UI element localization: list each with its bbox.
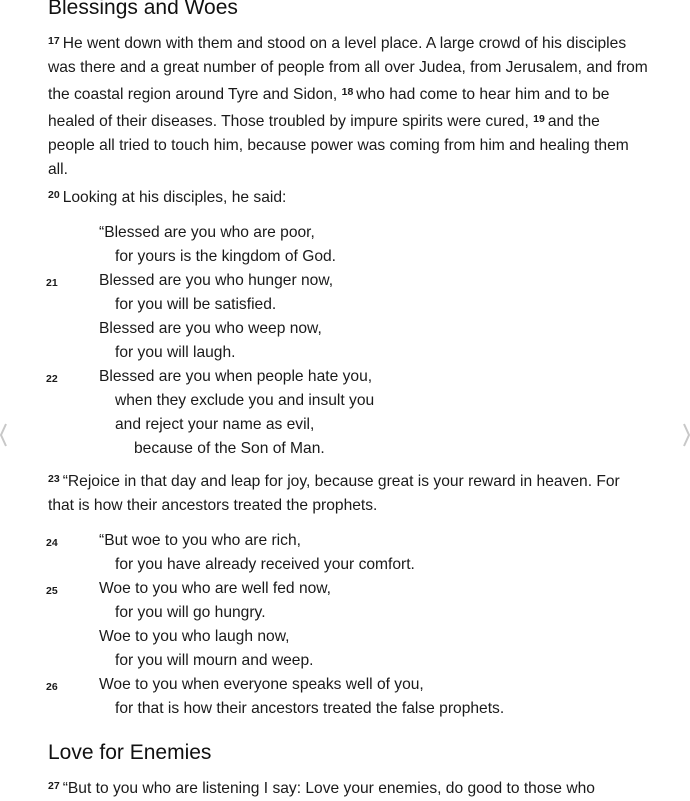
poem-line: for that is how their ancestors treated the false prophets. [115, 700, 505, 717]
verse-number: 22 [46, 373, 58, 385]
poem-line: Blessed are you who hunger now, [99, 272, 334, 289]
verse-text: He went down with them and stood on a level place. A large crowd of his disciples was there and a great number of people from all over Judea, from Jerusalem, and from the coastal region around Tyre and Sidon, [48, 35, 648, 103]
poem-line: and reject your name as evil, [115, 416, 315, 433]
poem-line: Woe to you when everyone speaks well of you, [99, 676, 424, 693]
poem-line: for you will mourn and weep. [115, 652, 314, 669]
paragraph-verse-27 [48, 774, 648, 801]
chevron-left-icon[interactable] [0, 422, 8, 448]
section-heading: Love for Enemies [48, 741, 212, 764]
verse-number: 25 [46, 585, 58, 597]
poem-line: Blessed are you who weep now, [99, 320, 322, 337]
verse-number: 23 [48, 473, 60, 485]
verse-number: 18 [341, 86, 354, 98]
poem-line: “Blessed are you who are poor, [99, 224, 315, 241]
verse-number: 27 [48, 780, 60, 792]
poem-line: “But woe to you who are rich, [99, 532, 301, 549]
poem-line: for you will laugh. [115, 344, 236, 361]
verse-number: 24 [46, 537, 58, 549]
poem-line: Woe to you who laugh now, [99, 628, 290, 645]
verse-number: 21 [46, 277, 58, 289]
poem-line: for you will be satisfied. [115, 296, 277, 313]
verse-number: 19 [533, 113, 545, 125]
poem-line: Woe to you who are well fed now, [99, 580, 332, 597]
paragraph-verse-20 [48, 183, 648, 210]
poem-line: Blessed are you when people hate you, [99, 368, 373, 385]
poem-line: for yours is the kingdom of God. [115, 248, 337, 265]
verse-number: 17 [48, 35, 60, 47]
verse-text: who had come to hear him and to be healed of their diseases. Those troubled by impure spirits were cured, [48, 86, 610, 130]
poem-line: because of the Son of Man. [134, 440, 325, 457]
verse-text: and the people all tried to touch him, because power was coming from him and healing them all. [48, 113, 629, 178]
verse-text: “But to you who are listening I say: Love your enemies, do good to those who [62, 780, 595, 797]
verse-text: “Rejoice in that day and leap for joy, because great is your reward in heaven. For that is how their ancestors treated the prophets. [48, 473, 620, 514]
chevron-right-icon[interactable] [682, 422, 690, 448]
verse-number: 20 [48, 189, 60, 201]
poem-line: for you will go hungry. [115, 604, 266, 621]
verse-text: Looking at his disciples, he said: [62, 189, 287, 206]
paragraph-verses-17-19 [48, 29, 648, 182]
verse-number: 26 [46, 681, 58, 693]
paragraph-verse-23 [48, 467, 648, 518]
section-heading: Blessings and Woes [48, 0, 238, 19]
poem-line: when they exclude you and insult you [115, 392, 375, 409]
poem-line: for you have already received your comfort. [115, 556, 415, 573]
